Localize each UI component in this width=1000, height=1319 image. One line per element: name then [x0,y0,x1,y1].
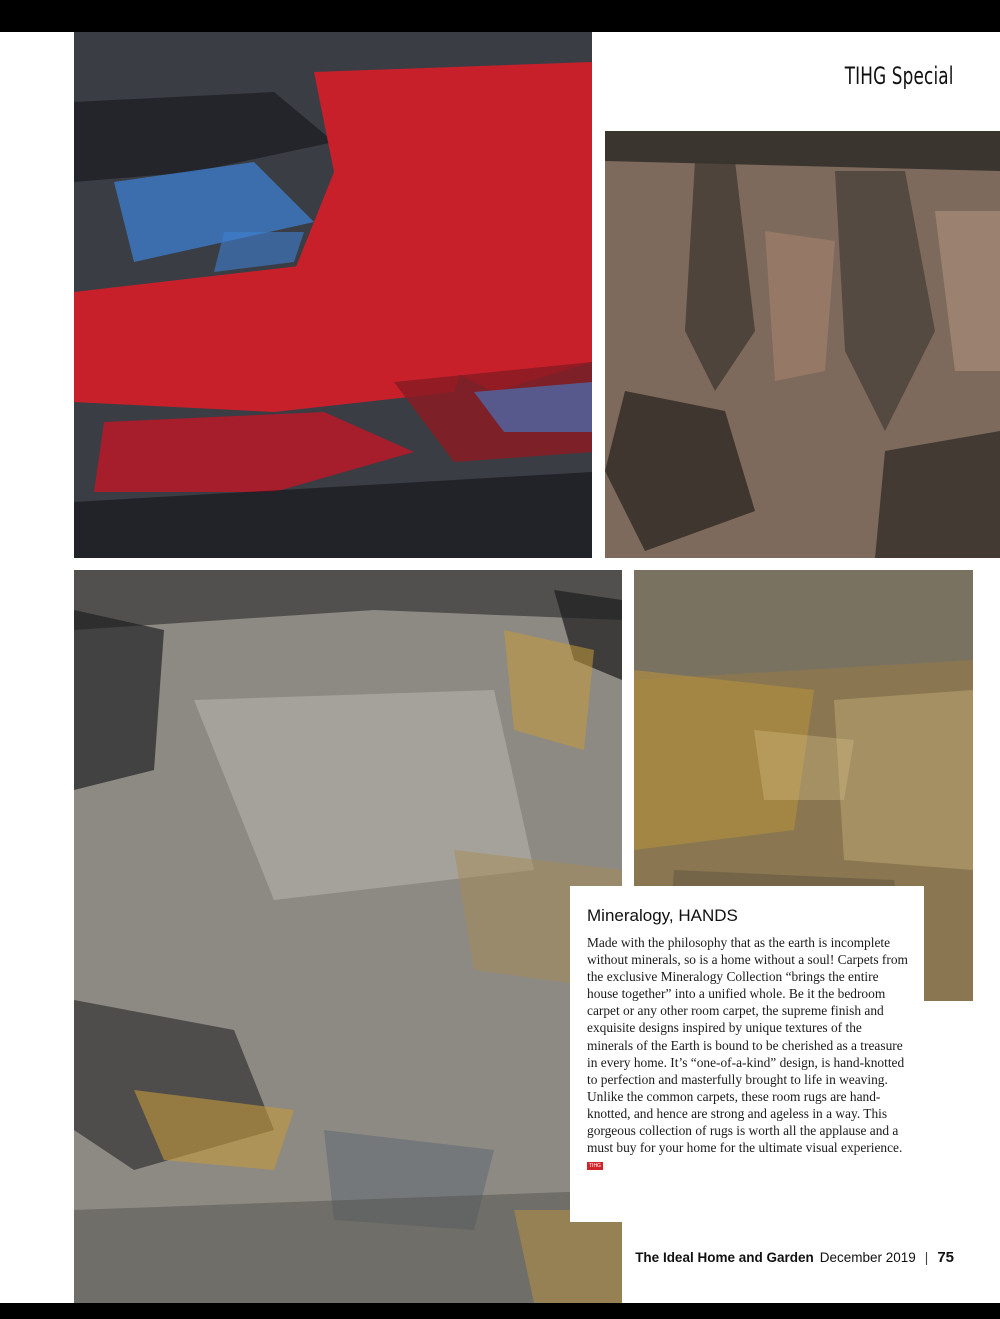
article-title: Mineralogy, HANDS [587,906,738,925]
page-number: 75 [937,1249,954,1266]
rug-red-blue-image [74,32,592,558]
page-footer [635,1249,954,1266]
rug-grey-distressed-image [74,570,622,1303]
magazine-name: The Ideal Home and Garden [635,1250,814,1265]
rug-red-blue-texture [74,32,592,558]
article-text-box [570,886,924,1222]
article-body [587,934,910,1173]
bottom-black-bar [0,1303,1000,1319]
rug-brown-texture [605,131,1000,558]
top-black-bar [0,0,1000,32]
issue-date: December 2019 [819,1250,916,1265]
section-label: TIHG Special [845,62,954,90]
end-mark-logo: TIHG [589,1163,601,1170]
footer-separator: | [924,1250,929,1265]
article-body-text: Made with the philosophy that as the earth is incomplete without minerals, so is a home without a soul! Carpets from the exclusive Mineralogy Collection “brings the entire house together” into a unified whole. Be it the bedroom carpet or any other room carpet, the supreme finish and exquisite designs inspired by unique textures of the minerals of the Earth is bound to be cherished as a treasure in every home. It’s “one-of-a-kind” design, is hand-knotted to perfection and masterfully brought to life in weaving. Unlike the common carpets, these room rugs are hand-knotted, and hence are strong and ageless in a way. This gorgeous collection of rugs is worth all the applause and a must buy for your home for the ultimate visual experience. [587,935,908,1156]
rug-brown-mineral-image [605,131,1000,558]
rug-grey-texture [74,570,622,1303]
